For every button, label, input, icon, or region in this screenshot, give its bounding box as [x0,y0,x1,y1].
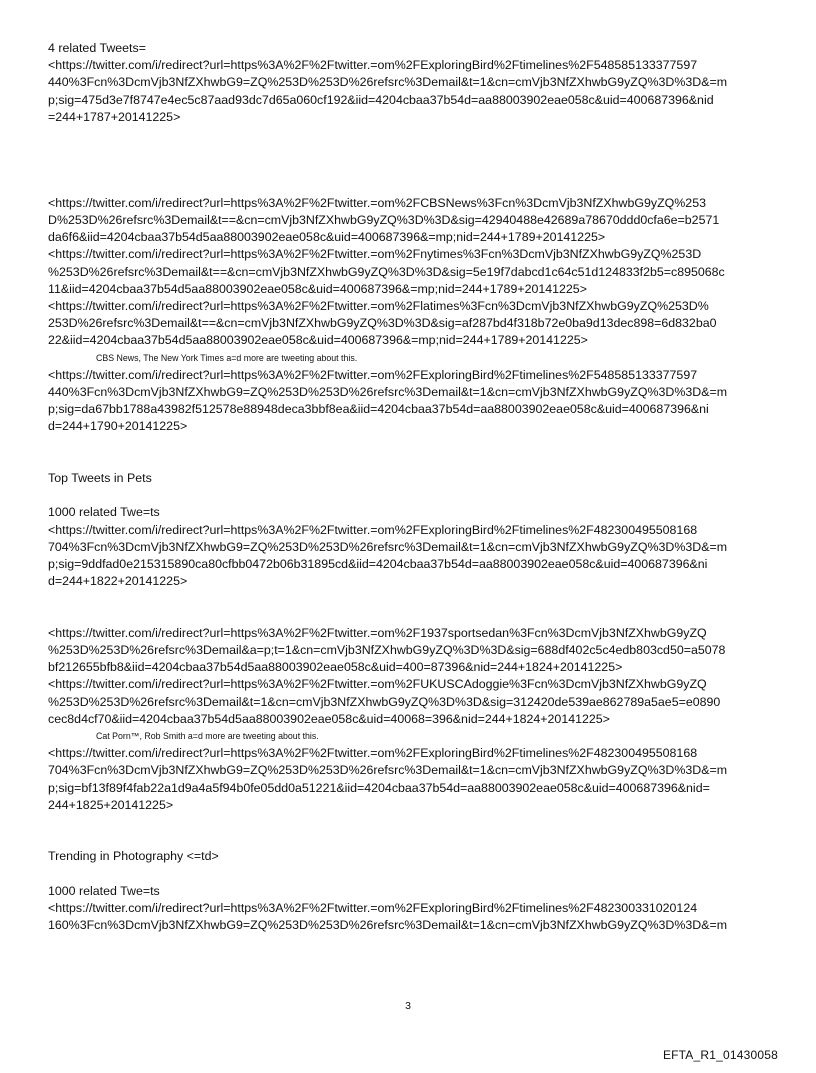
text-line: p;sig=475d3e7f8747e4ec5c87aad93dc7d65a060cf192&iid=4204cbaa37b54d=aa88003902eae058c&uid=400687396&nid [48,92,714,107]
text-line: 160%3Fcn%3DcmVjb3NfZXhwbG9=ZQ%253D%253D%26refsrc%3Demail&t=1&cn=cmVjb3NfZXhwbG9yZQ%3D%3D&=m [48,918,728,933]
redirect-url-line: <https://twitter.com/i/redirect?url=https%3A%2F%2Ftwitter.=om%2FCBSNews%3Fcn%3DcmVjb3NfZXhwbG9yZQ%253 [48,195,706,210]
text-line: 704%3Fcn%3DcmVjb3NfZXhwbG9=ZQ%253D%253D%26refsrc%3Demail&t=1&cn=cmVjb3NfZXhwbG9yZQ%3D%3D&=m [48,539,728,554]
redirect-url-line: <https://twitter.com/i/redirect?url=https%3A%2F%2Ftwitter.=om%2FExploringBird%2Ftimelines%2F548585133377597 [48,367,698,382]
text-line: Cat Porn™, Rob Smith a=d more are tweeting about this. [96,731,319,742]
text-line: D%253D%26refsrc%3Demail&t==&cn=cmVjb3NfZXhwbG9yZQ%3D%3D&sig=42940488e42689a78670ddd0cfa6e=b2571 [48,213,720,228]
text-line: 440%3Fcn%3DcmVjb3NfZXhwbG9=ZQ%253D%253D%26refsrc%3Demail&t=1&cn=cmVjb3NfZXhwbG9yZQ%3D%3D&=m [48,75,728,90]
text-line: Top Tweets in Pets [48,471,152,486]
redirect-url-line: <https://twitter.com/i/redirect?url=https%3A%2F%2Ftwitter.=om%2Fnytimes%3Fcn%3DcmVjb3NfZXhwbG9yZQ%253D [48,247,702,262]
redirect-url-line: <https://twitter.com/i/redirect?url=https%3A%2F%2Ftwitter.=om%2F1937sportsedan%3Fcn%3DcmVjb3NfZXhwbG9yZQ [48,625,707,640]
text-line: 440%3Fcn%3DcmVjb3NfZXhwbG9=ZQ%253D%253D%26refsrc%3Demail&t=1&cn=cmVjb3NfZXhwbG9yZQ%3D%3D&=m [48,385,728,400]
text-line: cec8d4cf70&iid=4204cbaa37b54d5aa88003902eae058c&uid=40068=396&nid=244+1824+20141225> [48,711,610,726]
paragraph-spacer [48,866,776,883]
paragraph-spacer [48,487,776,504]
paragraph-spacer [48,126,776,195]
text-line: 704%3Fcn%3DcmVjb3NfZXhwbG9=ZQ%253D%253D%26refsrc%3Demail&t=1&cn=cmVjb3NfZXhwbG9yZQ%3D%3D&=m [48,763,728,778]
text-line: p;sig=da67bb1788a43982f512578e88948deca3bbf8ea&iid=4204cbaa37b54d=aa88003902eae058c&uid=400687396&ni [48,402,709,417]
redirect-url-line: <https://twitter.com/i/redirect?url=https%3A%2F%2Ftwitter.=om%2FExploringBird%2Ftimelines%2F482300495508168 [48,746,698,761]
redirect-url-line: <https://twitter.com/i/redirect?url=https%3A%2F%2Ftwitter.=om%2FExploringBird%2Ftimelines%2F548585133377597 [48,58,698,73]
text-line: %253D%253D%26refsrc%3Demail&a=p;t=1&cn=cmVjb3NfZXhwbG9yZQ%3D%3D&sig=688df402c5c4edb803cd50=a5078 [48,643,726,658]
text-line: 1000 related Twe=ts [48,505,160,520]
text-line: 1000 related Twe=ts [48,883,160,898]
text-line: =244+1787+20141225> [48,109,181,124]
redirect-url-line: <https://twitter.com/i/redirect?url=https%3A%2F%2Ftwitter.=om%2FExploringBird%2Ftimelines%2F482300331020124 [48,901,698,916]
page-number: 3 [405,1000,411,1012]
text-line: d=244+1822+20141225> [48,574,188,589]
paragraph-spacer [48,590,776,624]
text-line: 4 related Tweets= [48,41,146,55]
redirect-url-line: <https://twitter.com/i/redirect?url=https%3A%2F%2Ftwitter.=om%2FUKUSCAdoggie%3Fcn%3DcmVjb3NfZXhwbG9yZQ [48,677,707,692]
text-line: %253D%26refsrc%3Demail&t==&cn=cmVjb3NfZXhwbG9yZQ%3D%3D&sig=5e19f7dabcd1c64c51d124833f2b5=c895068c [48,264,725,279]
text-line: 244+1825+20141225> [48,797,174,812]
text-line: p;sig=bf13f89f4fab22a1d9a4a5f94b0fe05dd0a51221&iid=4204cbaa37b54d=aa88003902eae058c&uid=400687396&nid= [48,780,710,795]
paragraph-spacer [48,814,776,848]
document-id: EFTA_R1_01430058 [662,1048,778,1062]
text-line: d=244+1790+20141225> [48,419,188,434]
text-line: 22&iid=4204cbaa37b54d5aa88003902eae058c&uid=400687396&=mp;nid=244+1789+20141225> [48,333,588,348]
redirect-url-line: <https://twitter.com/i/redirect?url=https%3A%2F%2Ftwitter.=om%2FExploringBird%2Ftimelines%2F482300495508168 [48,522,698,537]
text-line: 253D%26refsrc%3Demail&t==&cn=cmVjb3NfZXhwbG9yZQ%3D%3D&sig=af287bd4f318b72e0ba9d13dec898=6d832ba0 [48,316,717,331]
redirect-url-line: <https://twitter.com/i/redirect?url=https%3A%2F%2Ftwitter.=om%2Flatimes%3Fcn%3DcmVjb3NfZXhwbG9yZQ%253D% [48,299,709,314]
text-line: p;sig=9ddfad0e215315890ca80cfbb0472b06b31895cd&iid=4204cbaa37b54d=aa88003902eae058c&uid=400687396&ni [48,557,708,572]
text-line: Trending in Photography <=td> [48,849,219,864]
text-line: bf212655bfb8&iid=4204cbaa37b54d5aa88003902eae058c&uid=400=87396&nid=244+1824+20141225> [48,660,623,675]
text-line: da6f6&iid=4204cbaa37b54d5aa88003902eae058c&uid=400687396&=mp;nid=244+1789+20141225> [48,230,606,245]
paragraph-spacer [48,436,776,470]
text-line: CBS News, The New York Times a=d more are tweeting about this. [96,352,358,363]
text-line: %253D%253D%26refsrc%3Demail&t=1&cn=cmVjb3NfZXhwbG9yZQ%3D%3D&sig=312420de539ae862789a5ae5=e0890 [48,694,721,709]
text-line: 11&iid=4204cbaa37b54d5aa88003902eae058c&uid=400687396&=mp;nid=244+1789+20141225> [48,281,587,296]
document-body [48,40,776,934]
